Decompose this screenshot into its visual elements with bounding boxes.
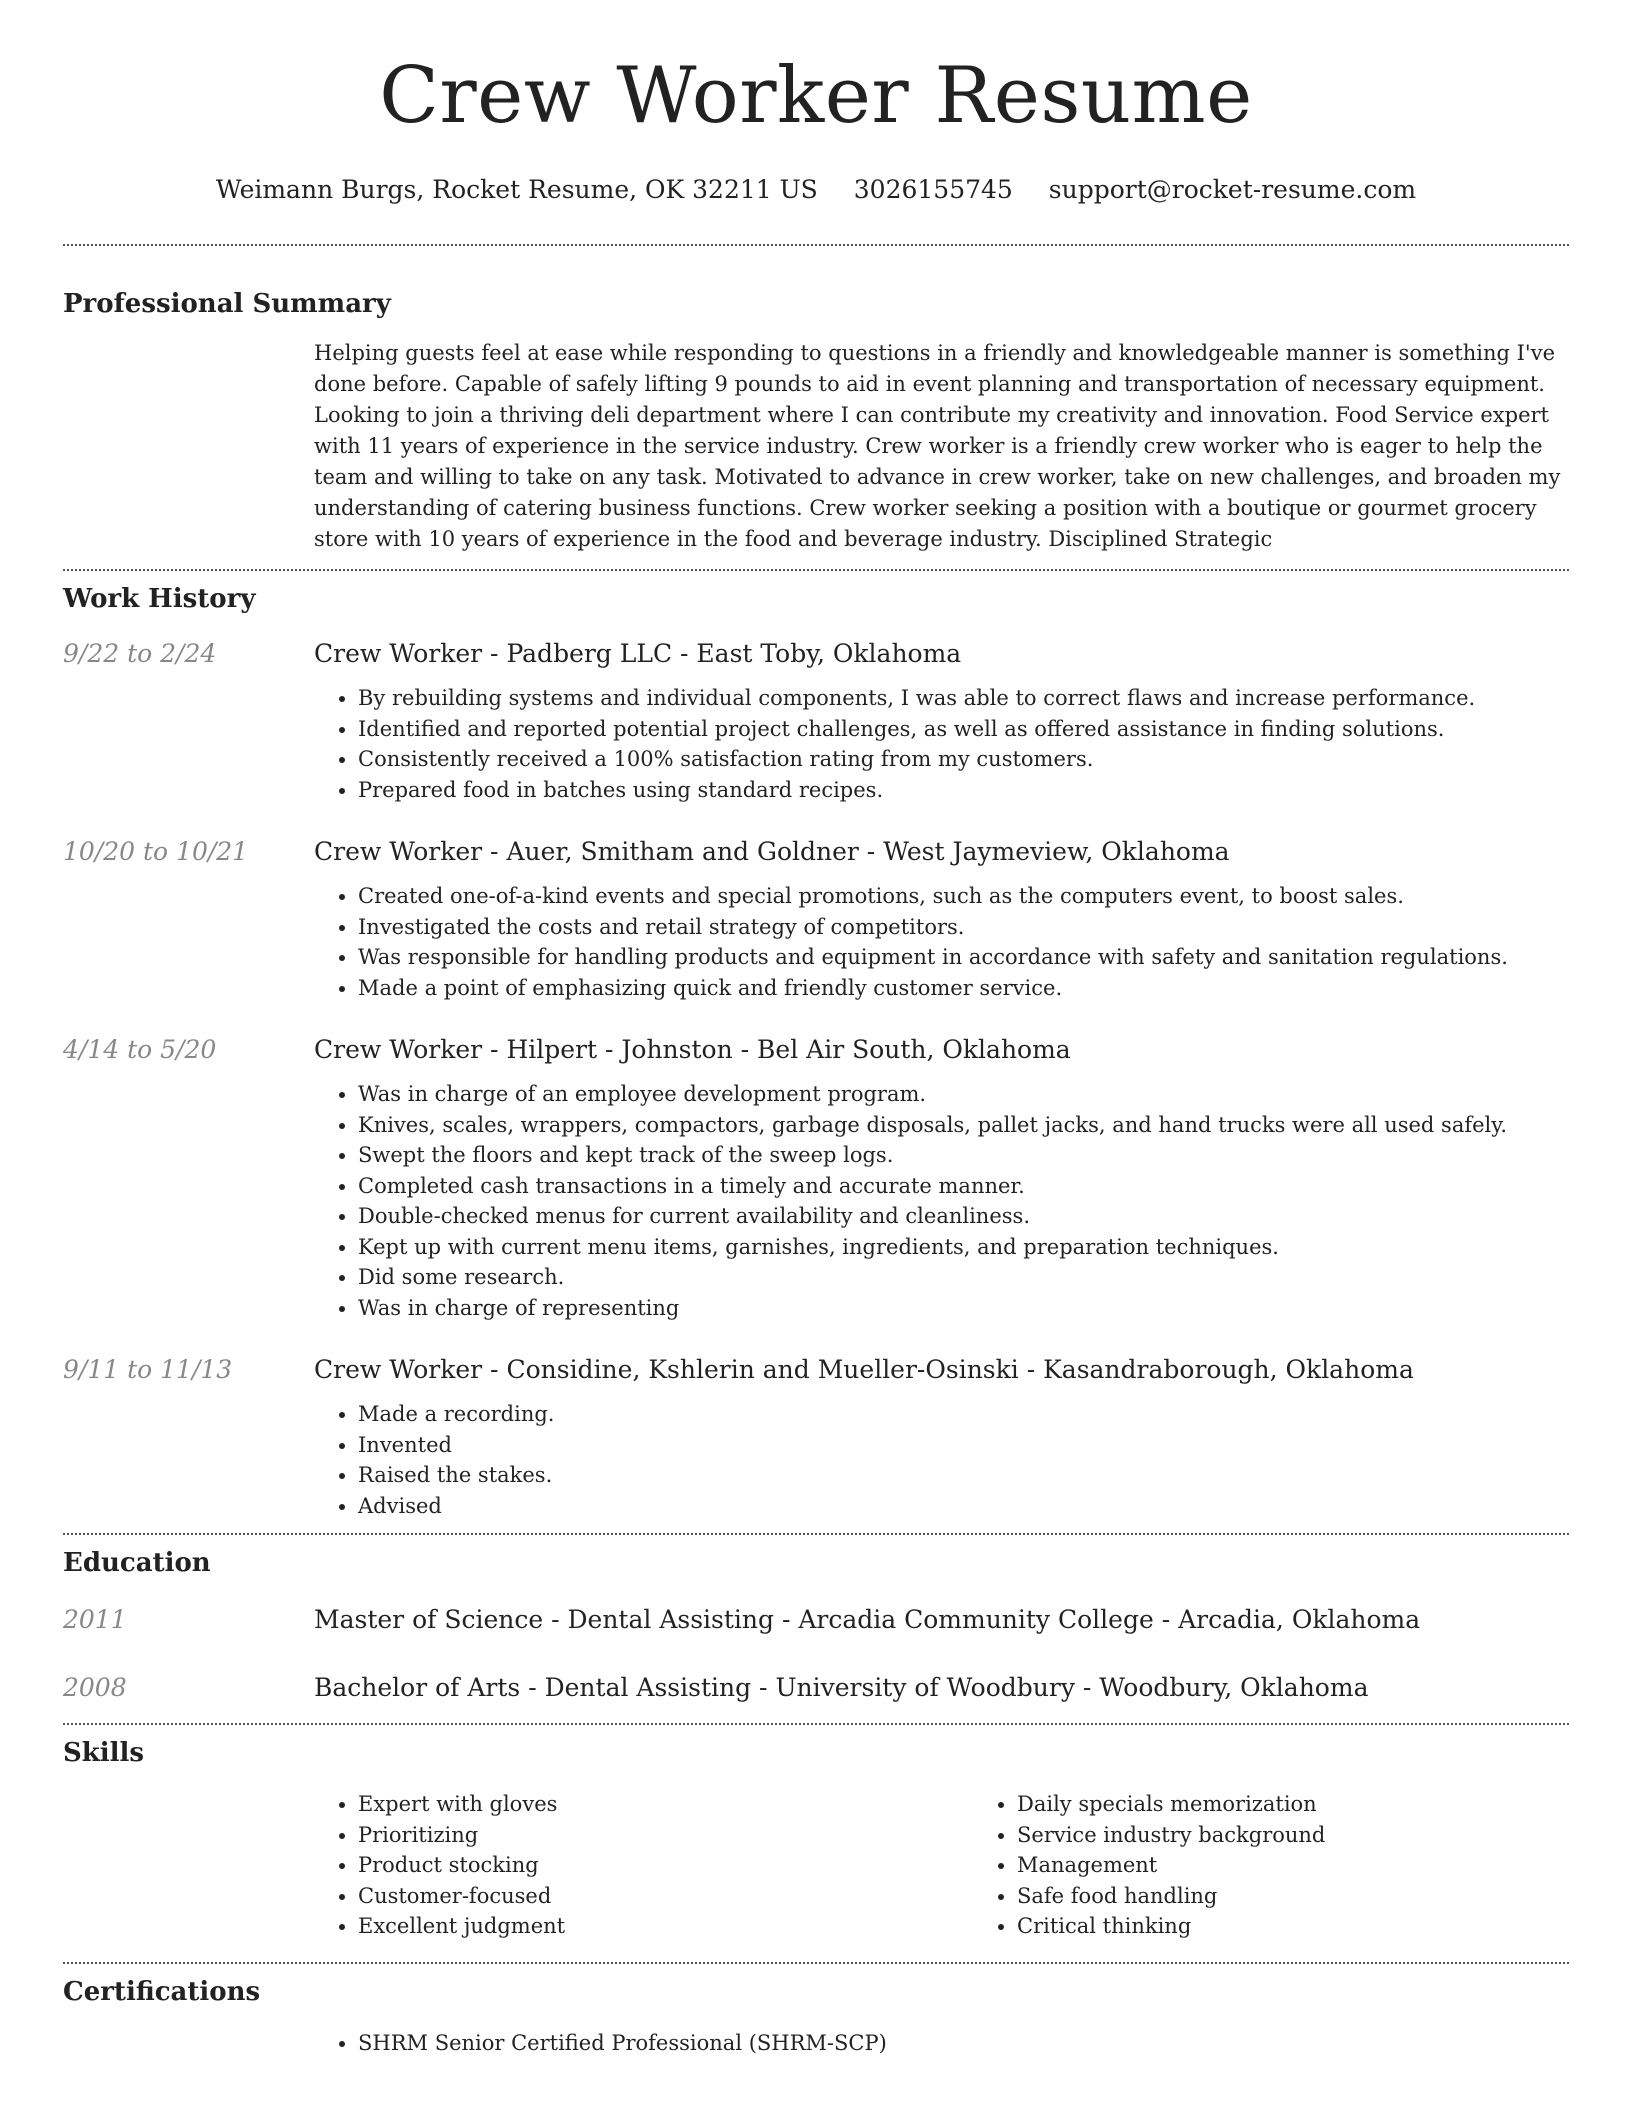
- certification-item: • SHRM Senior Certified Professional (SHRM-SCP): [358, 2028, 1569, 2059]
- job-title: Crew Worker - Considine, Kshlerin and Mueller-Osinski - Kasandraborough, Oklahoma: [314, 1355, 1414, 1384]
- education-title: Master of Science - Dental Assisting - Arcadia Community College - Arcadia, Oklahoma: [314, 1605, 1421, 1634]
- skill-item: • Safe food handling: [1017, 1881, 1632, 1912]
- section-title-work: Work History: [63, 584, 256, 614]
- job-entry: [63, 1353, 1569, 1521]
- skill-item: • Customer-focused: [358, 1881, 973, 1912]
- section-title-certifications: Certifications: [63, 1976, 261, 2007]
- skill-item: • Prioritizing: [358, 1820, 973, 1851]
- section-divider: [63, 1723, 1569, 1725]
- skill-item: • Management: [1017, 1850, 1632, 1881]
- job-bullet: • Double-checked menus for current availability and cleanliness.: [358, 1201, 1569, 1232]
- certifications-list: [314, 2028, 1569, 2059]
- education-entry: [63, 1671, 1569, 1705]
- job-bullets: [314, 1079, 1569, 1323]
- job-title: Crew Worker - Auer, Smitham and Goldner - West Jaymeview, Oklahoma: [314, 837, 1230, 866]
- skills-spacer: [63, 1789, 314, 1942]
- job-bullet: • Investigated the costs and retail strategy of competitors.: [358, 912, 1569, 943]
- job-bullet: • Completed cash transactions in a timely and accurate manner.: [358, 1171, 1569, 1202]
- job-dates: 10/20 to 10/21: [63, 837, 249, 866]
- contact-line: [63, 172, 1569, 208]
- contact-email: support@rocket-resume.com: [1048, 175, 1417, 204]
- job-bullet: • Invented: [358, 1430, 1569, 1461]
- job-bullet: • By rebuilding systems and individual components, I was able to correct flaws and increase performance.: [358, 683, 1569, 714]
- summary-spacer: [63, 338, 314, 555]
- certifications-row: [63, 2028, 1569, 2059]
- section-title-education: Education: [63, 1548, 211, 1578]
- contact-phone: 3026155745: [853, 175, 1013, 204]
- job-bullet: • Made a point of emphasizing quick and friendly customer service.: [358, 973, 1569, 1004]
- resume-title: Crew Worker Resume: [379, 51, 1253, 141]
- education-year: 2008: [63, 1673, 127, 1702]
- contact-address: Weimann Burgs, Rocket Resume, OK 32211 US: [215, 175, 818, 204]
- section-title-summary: Professional Summary: [63, 289, 391, 319]
- job-entry: [63, 835, 1569, 1003]
- job-title: Crew Worker - Padberg LLC - East Toby, Oklahoma: [314, 639, 962, 668]
- job-entry: [63, 1033, 1569, 1323]
- job-bullet: • Created one-of-a-kind events and special promotions, such as the computers event, to boost sales.: [358, 881, 1569, 912]
- job-bullet: • Knives, scales, wrappers, compactors, garbage disposals, pallet jacks, and hand trucks were all used safely.: [358, 1110, 1569, 1141]
- section-divider: [63, 1533, 1569, 1535]
- summary-row: [63, 338, 1569, 555]
- job-bullet: • Raised the stakes.: [358, 1460, 1569, 1491]
- job-bullet: • Did some research.: [358, 1262, 1569, 1293]
- education-title: Bachelor of Arts - Dental Assisting - University of Woodbury - Woodbury, Oklahoma: [314, 1673, 1369, 1702]
- skill-item: • Product stocking: [358, 1850, 973, 1881]
- certifications-spacer: [63, 2028, 314, 2059]
- section-title-skills: Skills: [63, 1738, 145, 1768]
- job-bullet: • Kept up with current menu items, garnishes, ingredients, and preparation techniques.: [358, 1232, 1569, 1263]
- job-bullet: • Was in charge of representing: [358, 1293, 1569, 1324]
- section-divider: [63, 244, 1569, 246]
- job-bullets: [314, 881, 1569, 1003]
- skills-list-left: [314, 1789, 973, 1942]
- skills-columns: [314, 1789, 1632, 1942]
- education-entry: [63, 1603, 1569, 1637]
- skill-item: • Critical thinking: [1017, 1911, 1632, 1942]
- skill-item: • Expert with gloves: [358, 1789, 973, 1820]
- education-year: 2011: [63, 1605, 127, 1634]
- job-dates: 9/11 to 11/13: [63, 1355, 233, 1384]
- job-title: Crew Worker - Hilpert - Johnston - Bel Air South, Oklahoma: [314, 1035, 1071, 1064]
- job-bullet: • Was in charge of an employee development program.: [358, 1079, 1569, 1110]
- job-bullets: [314, 1399, 1569, 1521]
- job-bullet: • Consistently received a 100% satisfaction rating from my customers.: [358, 744, 1569, 775]
- section-divider: [63, 569, 1569, 571]
- job-entry: [63, 637, 1569, 805]
- summary-text: Helping guests feel at ease while responding to questions in a friendly and knowledgeable manner is something I've done before. Capable of safely lifting 9 pounds to aid in event planning and transportation of necessary equipment. Looking to join a thriving deli department where I can contribute my creativity and innovation. Food Service expert with 11 years of experience in the service industry. Crew worker is a friendly crew worker who is eager to help the team and willing to take on any task. Motivated to advance in crew worker, take on new challenges, and broaden my understanding of catering business functions. Crew worker seeking a position with a boutique or gourmet grocery store with 10 years of experience in the food and beverage industry. Disciplined Strategic: [314, 341, 1561, 551]
- skills-row: [63, 1789, 1569, 1942]
- job-bullet: • Prepared food in batches using standard recipes.: [358, 775, 1569, 806]
- skills-list-right: [973, 1789, 1632, 1942]
- skill-item: • Service industry background: [1017, 1820, 1632, 1851]
- section-divider: [63, 1962, 1569, 1964]
- job-dates: 9/22 to 2/24: [63, 639, 217, 668]
- job-dates: 4/14 to 5/20: [63, 1035, 217, 1064]
- job-bullet: • Swept the floors and kept track of the sweep logs.: [358, 1140, 1569, 1171]
- skill-item: • Daily specials memorization: [1017, 1789, 1632, 1820]
- job-bullet: • Made a recording.: [358, 1399, 1569, 1430]
- job-bullets: [314, 683, 1569, 805]
- skill-item: • Excellent judgment: [358, 1911, 973, 1942]
- job-bullet: • Identified and reported potential project challenges, as well as offered assistance in finding solutions.: [358, 714, 1569, 745]
- job-bullet: • Was responsible for handling products and equipment in accordance with safety and sanitation regulations.: [358, 942, 1569, 973]
- job-bullet: • Advised: [358, 1491, 1569, 1522]
